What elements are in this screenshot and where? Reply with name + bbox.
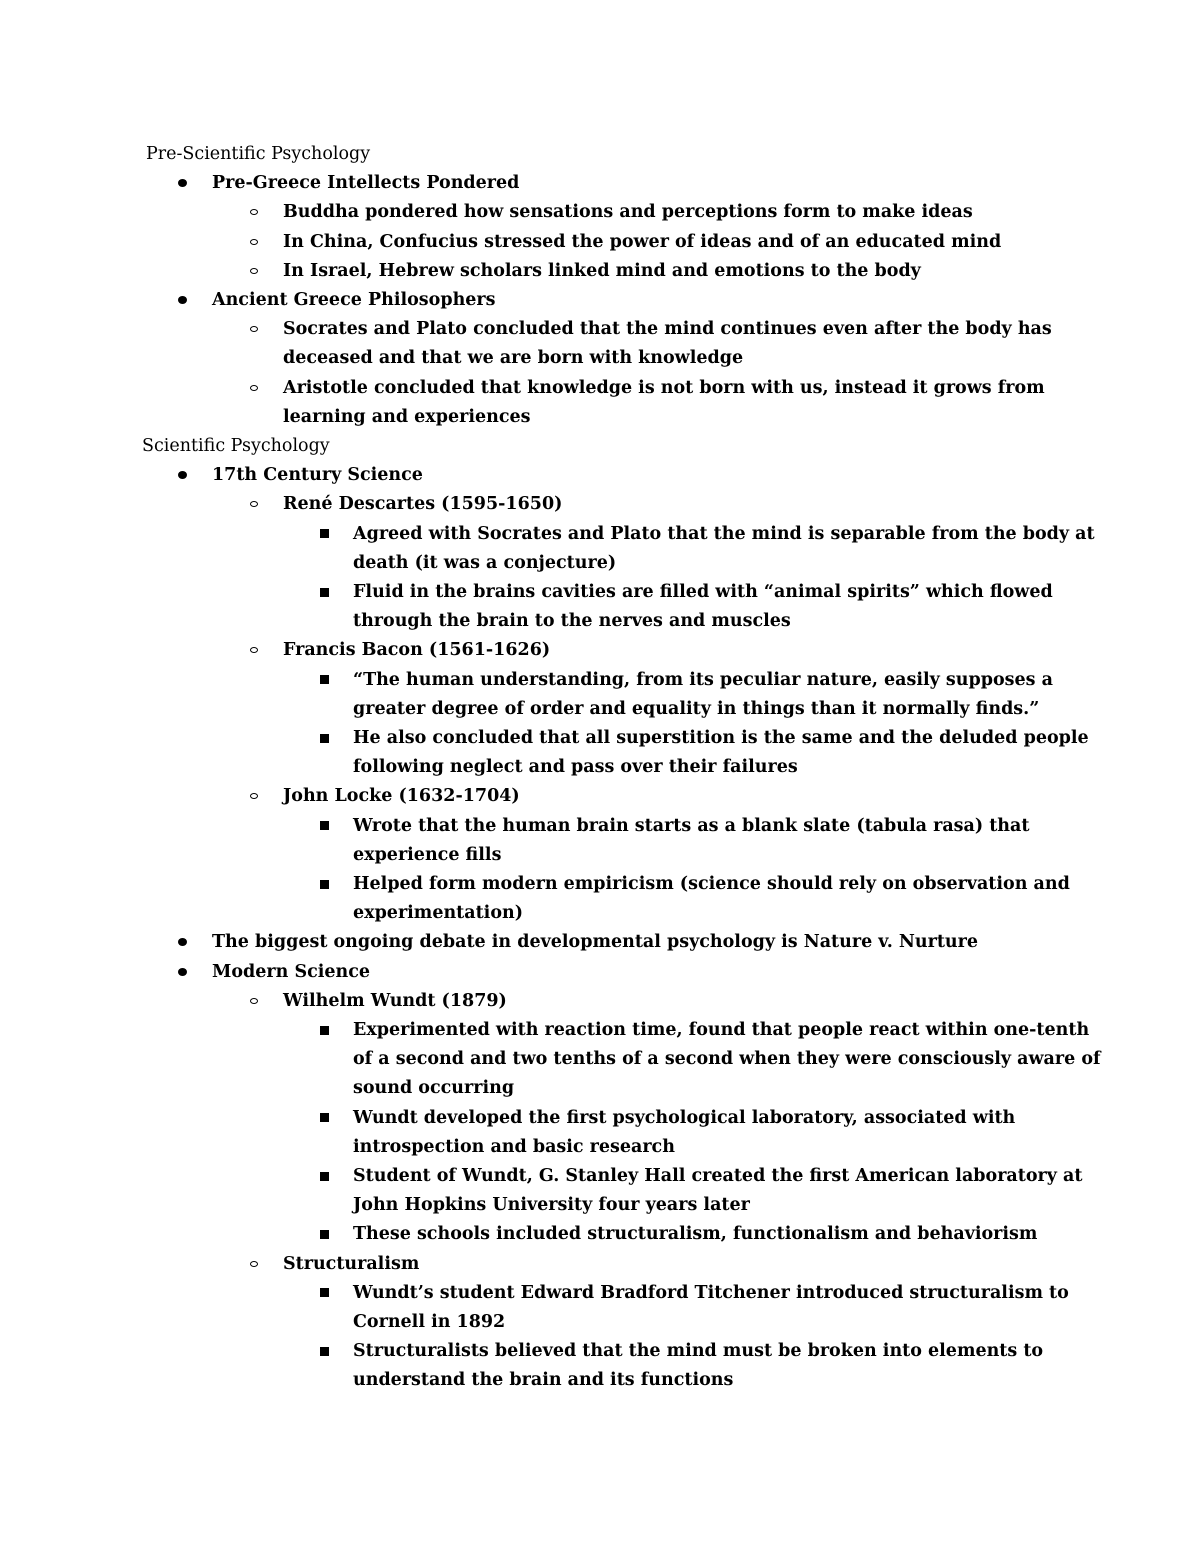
list-item-level-2: In Israel, Hebrew scholars linked mind and emotions to the body	[283, 260, 921, 281]
list-item-level-2: Aristotle concluded that knowledge is not born with us, instead it grows from	[283, 377, 1045, 398]
list-item-level-1: 17th Century Science	[212, 465, 423, 486]
list-item-level-3: “The human understanding, from its peculiar nature, easily supposes a	[353, 669, 1053, 690]
list-item-level-2: Wilhelm Wundt (1879)	[283, 990, 507, 1011]
section-heading: Pre-Scientific Psychology	[146, 144, 371, 164]
bullet-square-icon	[320, 1347, 329, 1356]
bullet-circle-icon	[250, 998, 258, 1004]
list-item-level-3: Wundt developed the first psychological laboratory, associated with	[353, 1107, 1016, 1128]
list-item-level-3: following neglect and pass over their failures	[353, 757, 798, 778]
bullet-square-icon	[320, 1026, 329, 1035]
list-item-level-1: The biggest ongoing debate in developmental psychology is Nature v. Nurture	[212, 932, 978, 953]
list-item-level-3: through the brain to the nerves and muscles	[353, 611, 791, 632]
bullet-disc-icon	[178, 938, 187, 946]
list-item-level-3: Structuralists believed that the mind must be broken into elements to	[353, 1341, 1044, 1362]
list-item-level-2: Structuralism	[283, 1253, 420, 1274]
section-heading: Scientific Psychology	[142, 436, 330, 456]
list-item-level-3: He also concluded that all superstition is the same and the deluded people	[353, 728, 1089, 748]
list-item-level-1: Ancient Greece Philosophers	[212, 290, 496, 310]
bullet-disc-icon	[178, 968, 187, 976]
bullet-square-icon	[320, 821, 329, 830]
list-item-level-3: death (it was a conjecture)	[353, 552, 617, 573]
list-item-level-3: experience fills	[353, 844, 502, 865]
list-item-level-1: Modern Science	[212, 961, 371, 982]
bullet-circle-icon	[250, 268, 258, 274]
bullet-square-icon	[320, 675, 329, 684]
list-item-level-3: Agreed with Socrates and Plato that the mind is separable from the body at	[353, 523, 1095, 544]
list-item-level-2: René Descartes (1595-1650)	[283, 494, 563, 515]
bullet-square-icon	[320, 588, 329, 597]
bullet-circle-icon	[250, 209, 258, 215]
bullet-circle-icon	[250, 793, 258, 799]
list-item-level-3: sound occurring	[353, 1078, 515, 1099]
list-item-level-2: In China, Confucius stressed the power of ideas and of an educated mind	[283, 231, 1002, 252]
bullet-circle-icon	[250, 239, 258, 245]
bullet-square-icon	[320, 1113, 329, 1122]
bullet-circle-icon	[250, 385, 258, 391]
bullet-circle-icon	[250, 1261, 258, 1267]
list-item-level-3: understand the brain and its functions	[353, 1370, 734, 1391]
list-item-level-3: Cornell in 1892	[353, 1312, 506, 1332]
list-item-level-2: deceased and that we are born with knowledge	[283, 348, 744, 369]
list-item-level-2: Buddha pondered how sensations and perceptions form to make ideas	[283, 202, 973, 223]
list-item-level-3: Helped form modern empiricism (science should rely on observation and	[353, 874, 1070, 894]
list-item-level-1: Pre-Greece Intellects Pondered	[212, 173, 520, 194]
bullet-square-icon	[320, 734, 329, 743]
bullet-square-icon	[320, 1230, 329, 1239]
bullet-square-icon	[320, 880, 329, 889]
list-item-level-2: Socrates and Plato concluded that the mind continues even after the body has	[283, 319, 1052, 340]
list-item-level-3: experimentation)	[353, 903, 524, 924]
list-item-level-3: Fluid in the brains cavities are filled with “animal spirits” which flowed	[353, 582, 1053, 602]
list-item-level-3: John Hopkins University four years later	[353, 1195, 750, 1216]
list-item-level-3: introspection and basic research	[353, 1136, 675, 1157]
list-item-level-3: Student of Wundt, G. Stanley Hall created the first American laboratory at	[353, 1166, 1083, 1186]
bullet-circle-icon	[250, 647, 258, 653]
bullet-square-icon	[320, 1172, 329, 1181]
list-item-level-3: Experimented with reaction time, found that people react within one-tenth	[353, 1020, 1090, 1040]
list-item-level-3: Wrote that the human brain starts as a blank slate (tabula rasa) that	[353, 815, 1030, 836]
list-item-level-3: of a second and two tenths of a second when they were consciously aware of	[353, 1049, 1101, 1070]
bullet-disc-icon	[178, 471, 187, 479]
bullet-circle-icon	[250, 501, 258, 507]
list-item-level-3: Wundt’s student Edward Bradford Titchener introduced structuralism to	[353, 1282, 1069, 1303]
bullet-disc-icon	[178, 296, 187, 304]
list-item-level-2: John Locke (1632-1704)	[283, 786, 520, 807]
bullet-square-icon	[320, 529, 329, 538]
list-item-level-3: greater degree of order and equality in things than it normally finds.”	[353, 698, 1040, 719]
list-item-level-2: Francis Bacon (1561-1626)	[283, 640, 551, 661]
list-item-level-2: learning and experiences	[283, 406, 531, 427]
list-item-level-3: These schools included structuralism, functionalism and behaviorism	[353, 1224, 1038, 1245]
bullet-square-icon	[320, 1288, 329, 1297]
bullet-circle-icon	[250, 326, 258, 332]
bullet-disc-icon	[178, 179, 187, 187]
